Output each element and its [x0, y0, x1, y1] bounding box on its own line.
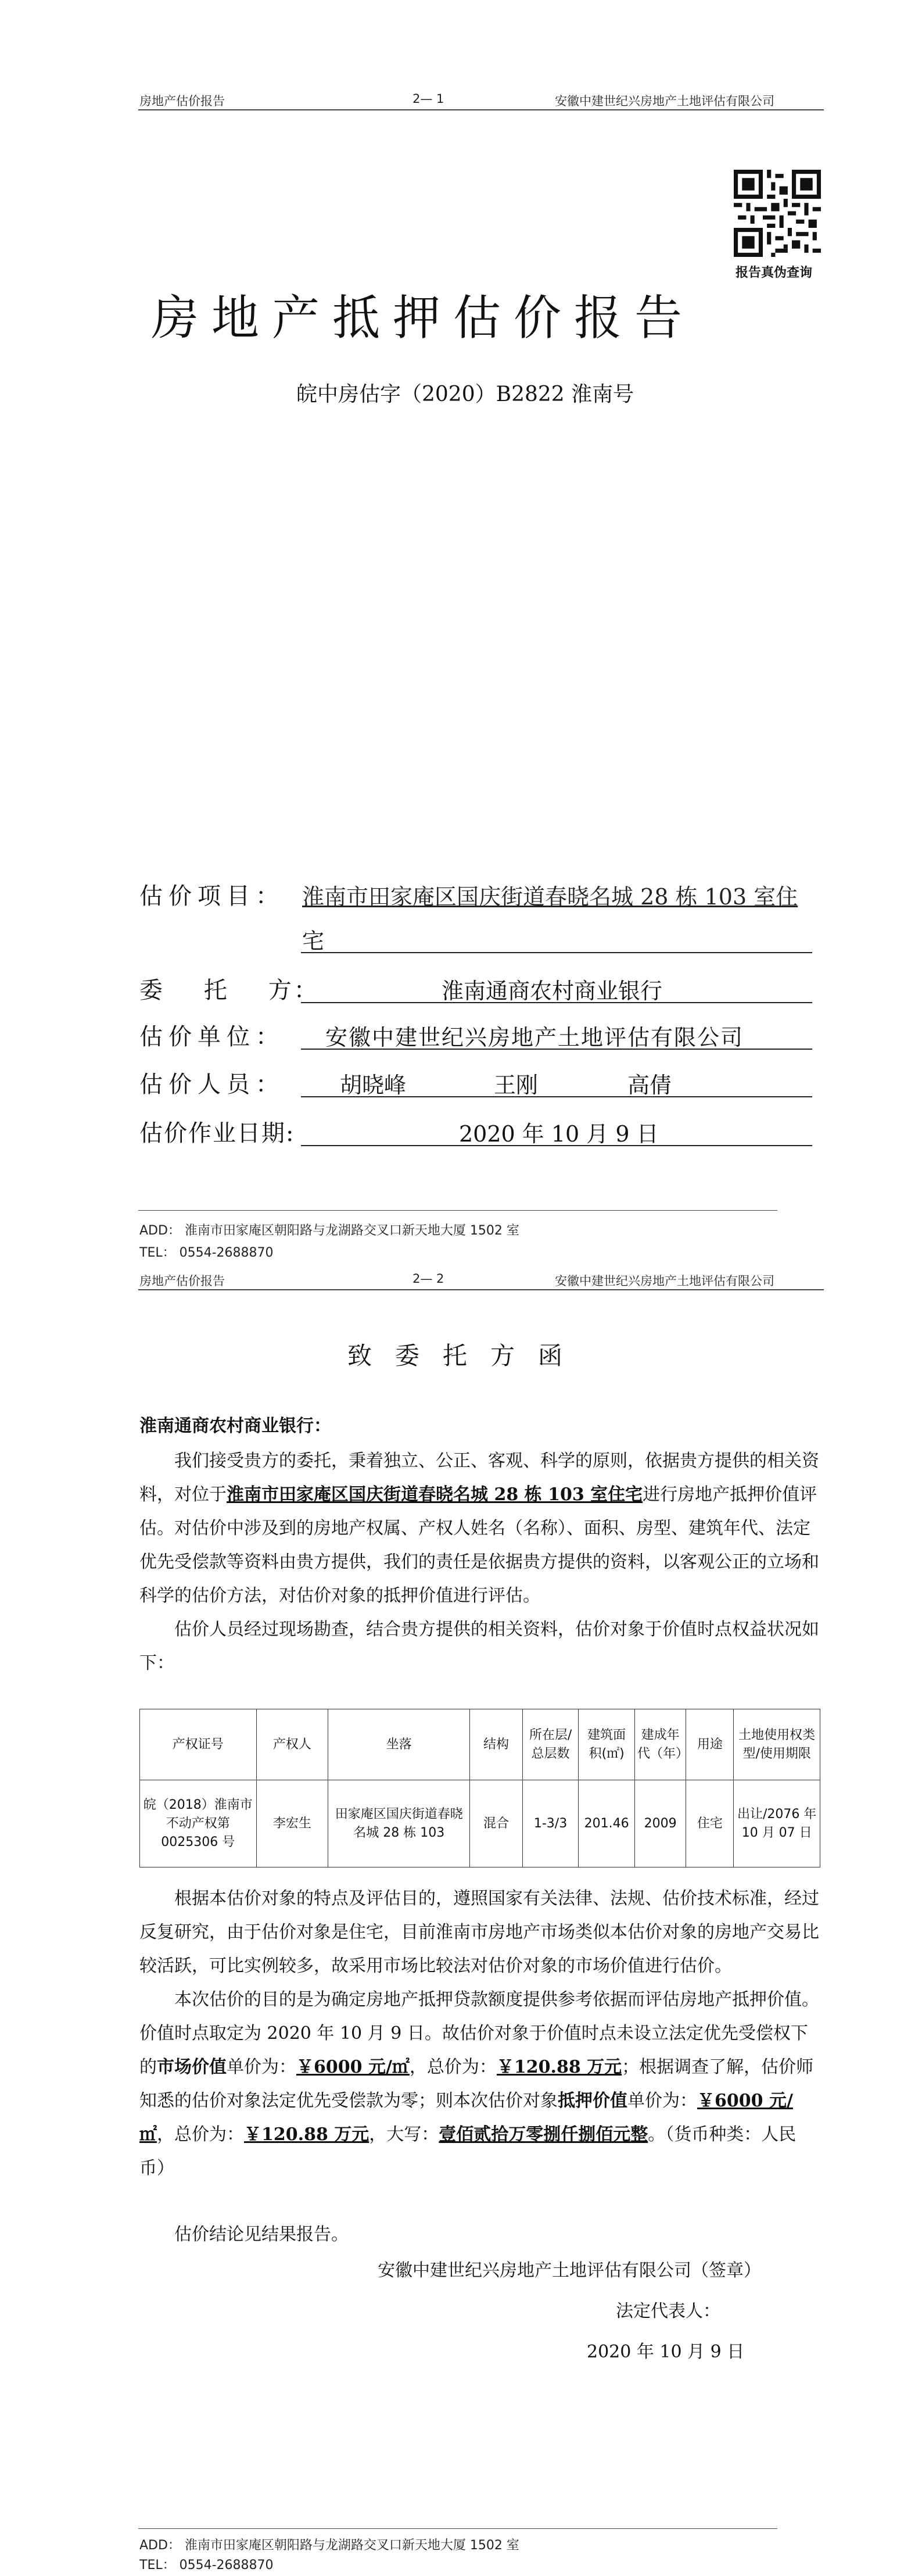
table-row — [140, 1780, 820, 1867]
td-land: 出让/2076 年 10 月 07 日 — [734, 1780, 820, 1867]
th-year: 建成年代（年） — [634, 1709, 686, 1780]
header-rule — [138, 1289, 824, 1290]
p4-text-g: ，大写： — [369, 2124, 439, 2145]
p4-market-value-label: 市场价值 — [157, 2057, 227, 2077]
letter-title: 致委托方函 — [347, 1341, 586, 1370]
letter-paragraph-3: 根据本估价对象的特点及评估目的，遵照国家有关法律、法规、估价技术标准，经过反复研究，由于估价对象是住宅，目前淮南市房地产市场类似本估价对象的房地产交易比较活跃，可比实例较多，故采用市场比较法对估价对象的市场价值进行估价。 — [139, 1888, 819, 1976]
p4-unit-price-2: ￥6000 元/㎡ — [139, 2091, 793, 2145]
p4-total-price-1: ￥120.88 万元 — [496, 2057, 622, 2077]
footer-rule — [138, 1210, 777, 1211]
p4-mortgage-value-label: 抵押价值 — [558, 2091, 627, 2111]
footer-tel: TEL： 0554-2688870 — [139, 1246, 274, 1260]
th-cert: 产权证号 — [140, 1709, 257, 1780]
letter-paragraph-5: 估价结论见结果报告。 — [174, 2224, 349, 2245]
th-structure: 结构 — [470, 1709, 522, 1780]
project-underline — [301, 952, 812, 953]
td-location: 田家庵区国庆街道春晓名城 28 栋 103 — [328, 1780, 470, 1867]
field-value-project: 淮南市田家庵区国庆街道春晓名城 28 栋 103 室住 — [302, 884, 798, 910]
header-page-number: 2— 1 — [412, 92, 444, 106]
p1-text-c: 进行房地产抵押价值评估。对估价中涉及到的房地产权属、产权人姓名（名称）、面积、房型、建筑年代、法定优先受偿款等资料由贵方提供，我们的责任是依据贵方提供的资料，以客观公正的立场和科学的估价方法，对估价对象的抵押价值进行评估。 — [139, 1484, 819, 1606]
field-label-appraisers: 估价人员： — [139, 1071, 285, 1098]
th-floor: 所在层/总层数 — [522, 1709, 579, 1780]
th-land: 土地使用权类型/使用期限 — [734, 1709, 820, 1780]
appraisers-underline — [301, 1096, 812, 1097]
appraiser-2: 王刚 — [494, 1072, 539, 1098]
header-company: 安徽中建世纪兴房地产土地评估有限公司 — [555, 94, 774, 108]
footer-address: ADD： 淮南市田家庵区朝阳路与龙湖路交叉口新天地大厦 1502 室 — [139, 1223, 519, 1238]
signature-company: 安徽中建世纪兴房地产土地评估有限公司（签章） — [378, 2260, 761, 2281]
field-label-project: 估价项目： — [139, 883, 285, 910]
field-value-project-cont: 宅 — [302, 928, 325, 954]
p1-property-address: 淮南市田家庵区国庆街道春晓名城 28 栋 103 室住宅 — [227, 1484, 643, 1505]
field-label-client: 委 托 方： — [139, 977, 320, 1004]
report-number: 皖中房估字（2020）B2822 淮南号 — [296, 382, 634, 406]
field-label-date: 估价作业日期: — [139, 1120, 295, 1147]
header-left: 房地产估价报告 — [139, 94, 225, 108]
p4-text-b: 单价为： — [227, 2057, 296, 2077]
signature-representative: 法定代表人： — [616, 2301, 720, 2321]
td-owner: 李宏生 — [256, 1780, 328, 1867]
p4-text-c: ，总价为： — [409, 2057, 497, 2077]
p1-text-a: 我们接受贵方的委托，秉着独立、公正、客观、科学的原则，依据贵方提供的相关资料，对位于 — [139, 1451, 819, 1505]
field-value-client: 淮南通商农村商业银行 — [442, 978, 663, 1004]
field-value-date: 2020 年 10 月 9 日 — [459, 1121, 659, 1147]
footer-address: ADD： 淮南市田家庵区朝阳路与龙湖路交叉口新天地大厦 1502 室 — [139, 2538, 519, 2553]
header-rule — [138, 109, 824, 110]
table-header-row — [140, 1709, 820, 1780]
td-use: 住宅 — [686, 1780, 734, 1867]
td-structure: 混合 — [470, 1780, 522, 1867]
qr-caption: 报告真伪查询 — [736, 266, 813, 280]
appraiser-1: 胡晓峰 — [340, 1072, 407, 1098]
header-company: 安徽中建世纪兴房地产土地评估有限公司 — [555, 1274, 774, 1288]
appraiser-3: 高倩 — [627, 1072, 672, 1098]
th-location: 坐落 — [328, 1709, 470, 1780]
footer-tel: TEL： 0554-2688870 — [139, 2558, 274, 2573]
date-underline — [301, 1145, 812, 1146]
td-year: 2009 — [634, 1780, 686, 1867]
footer-rule — [138, 2528, 777, 2529]
letter-addressee: 淮南通商农村商业银行： — [139, 1416, 331, 1436]
p4-text-d: ；根据调查了解，估价师知悉的估价对象法定优先受偿款为零；则本次估价对象 — [139, 2057, 814, 2111]
qr-code — [733, 170, 821, 257]
p4-unit-price-1: ￥6000 元/㎡ — [296, 2057, 410, 2077]
td-cert: 皖（2018）淮南市不动产权第 0025306 号 — [140, 1780, 257, 1867]
field-label-firm: 估价单位： — [139, 1024, 285, 1050]
property-table — [139, 1709, 820, 1867]
client-underline — [301, 1002, 812, 1003]
letter-paragraph-2: 估价人员经过现场勘查，结合贵方提供的相关资料，估价对象于价值时点权益状况如下： — [139, 1619, 819, 1673]
header-left: 房地产估价报告 — [139, 1274, 225, 1288]
header-page-number: 2— 2 — [412, 1272, 444, 1286]
letter-paragraph-1 — [139, 1444, 820, 1613]
p4-text-e: 单价为： — [627, 2091, 697, 2111]
firm-underline — [301, 1049, 812, 1050]
signature-date: 2020 年 10 月 9 日 — [587, 2342, 745, 2362]
qr-code-graphic — [733, 170, 821, 257]
th-area: 建筑面积(㎡) — [579, 1709, 635, 1780]
letter-paragraph-4 — [139, 1983, 820, 2185]
field-value-firm: 安徽中建世纪兴房地产土地评估有限公司 — [325, 1025, 744, 1050]
th-owner: 产权人 — [256, 1709, 328, 1780]
th-use: 用途 — [686, 1709, 734, 1780]
p4-text-a: 本次估价的目的是为确定房地产抵押贷款额度提供参考依据而评估房地产抵押价值。价值时点取定为 2020 年 10 月 9 日。故估价对象于价值时点未设立法定优先受偿权下的 — [139, 1990, 819, 2077]
p4-total-in-words: 壹佰贰拾万零捌仟捌佰元整 — [439, 2124, 648, 2145]
p4-text-f: ，总价为： — [157, 2124, 244, 2145]
p4-text-h: 。（货币种类：人民币） — [139, 2124, 797, 2178]
td-area: 201.46 — [579, 1780, 635, 1867]
p4-total-price-2: ￥120.88 万元 — [244, 2124, 369, 2145]
report-title: 房地产抵押估价报告 — [151, 291, 695, 346]
td-floor: 1-3/3 — [522, 1780, 579, 1867]
